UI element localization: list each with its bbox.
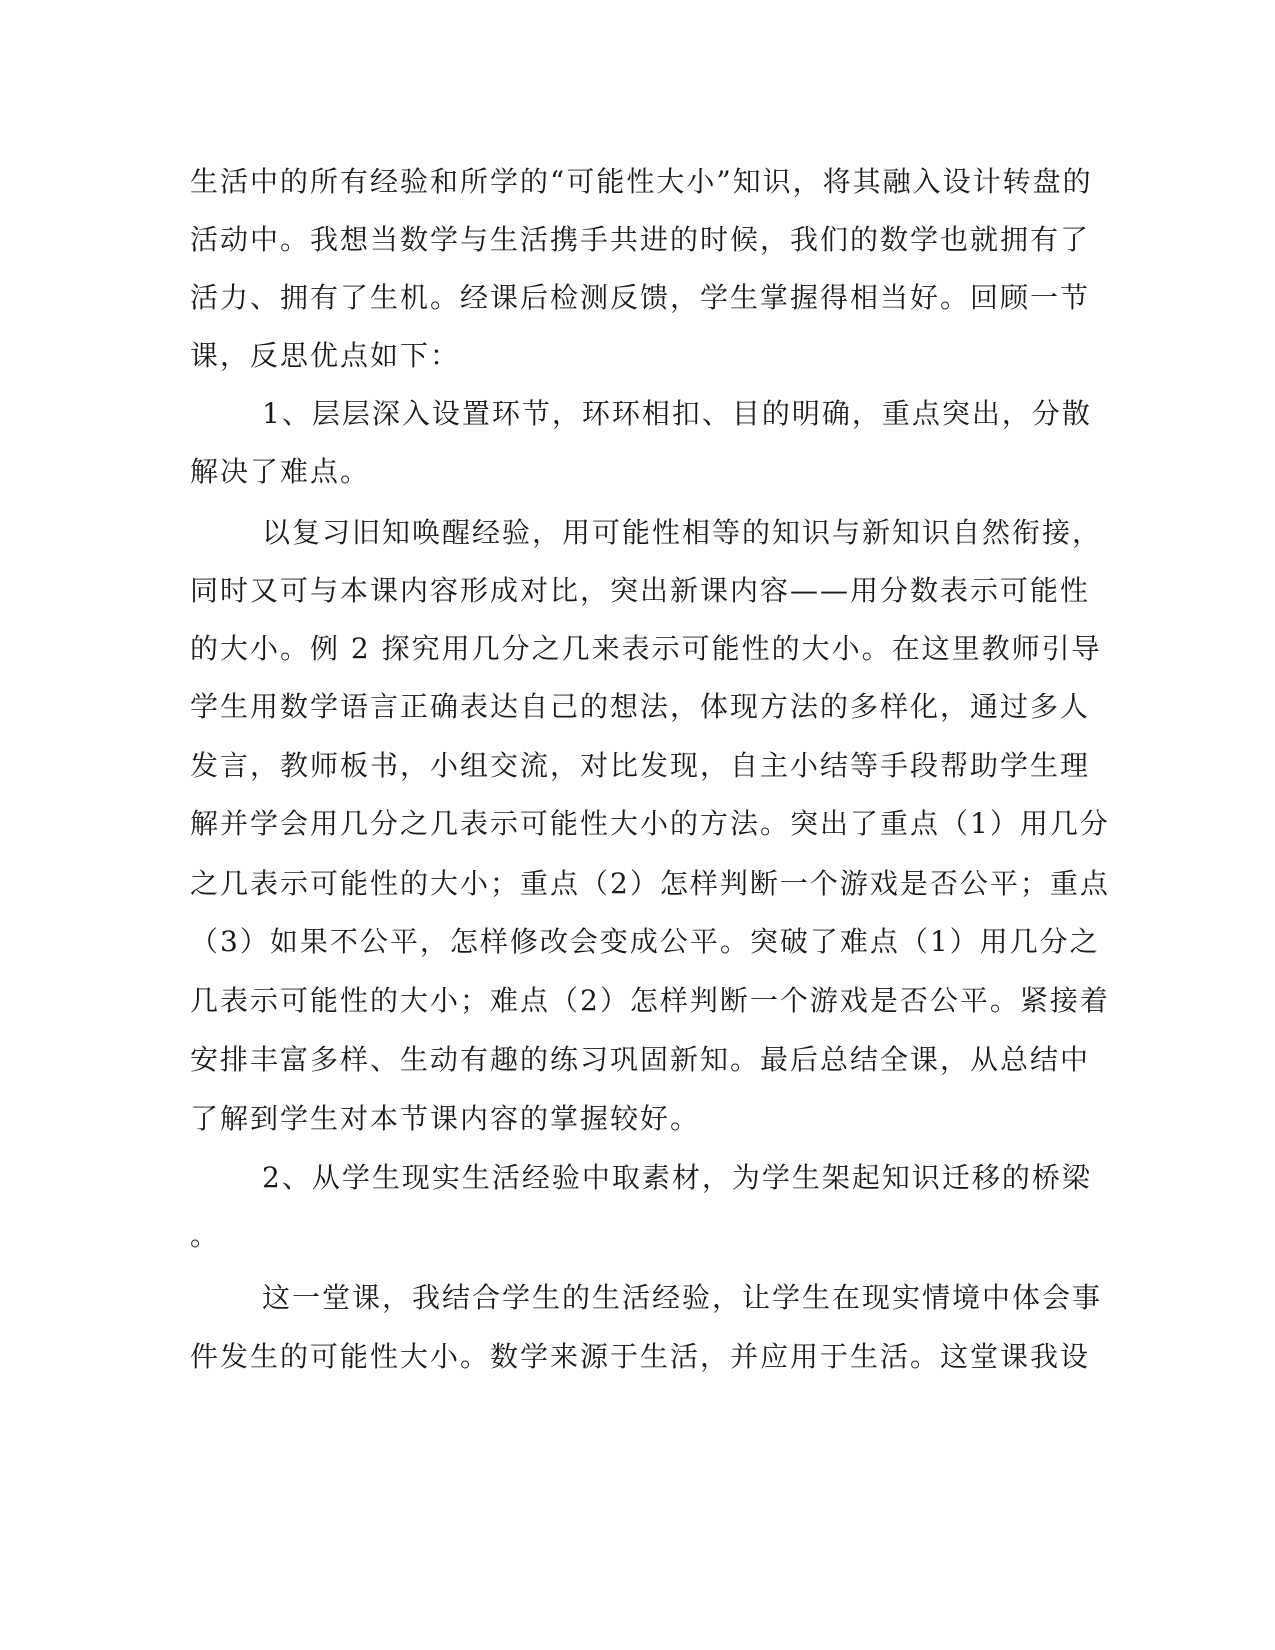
text-line: 解决了难点。 [190, 455, 371, 488]
text-line: 这一堂课，我结合学生的生活经验，让学生在现实情境中体会事 [262, 1281, 1103, 1314]
text-line: 1、层层深入设置环节，环环相扣、目的明确，重点突出，分散 [262, 397, 1092, 430]
text-line: 活动中。我想当数学与生活携手共进的时候，我们的数学也就拥有了 [190, 223, 1091, 256]
text-line: 件发生的可能性大小。数学来源于生活，并应用于生活。这堂课我设 [190, 1340, 1091, 1373]
text-line: 2、从学生现实生活经验中取素材，为学生架起知识迁移的桥梁 [262, 1161, 1092, 1194]
text-line: 学生用数学语言正确表达自己的想法，体现方法的多样化，通过多人 [190, 690, 1091, 723]
text-line: 解并学会用几分之几表示可能性大小的方法。突出了重点（1）用几分 [190, 807, 1110, 840]
text-line: 几表示可能性的大小；难点（2）怎样判断一个游戏是否公平。紧接着 [190, 984, 1110, 1017]
text-line: 生活中的所有经验和所学的“可能性大小”知识，将其融入设计转盘的 [190, 165, 1093, 198]
text-line: （3）如果不公平，怎样修改会变成公平。突破了难点（1）用几分之 [190, 925, 1100, 958]
text-line: 以复习旧知唤醒经验，用可能性相等的知识与新知识自然衔接， [262, 516, 1103, 549]
text-line: 发言，教师板书，小组交流，对比发现，自主小结等手段帮助学生理 [190, 749, 1091, 782]
text-line: 同时又可与本课内容形成对比，突出新课内容——用分数表示可能性 [190, 574, 1091, 607]
text-line: 的大小。例 2 探究用几分之几来表示可能性的大小。在这里教师引导 [190, 632, 1102, 665]
text-line: 。 [190, 1219, 221, 1252]
text-line: 课，反思优点如下： [190, 339, 461, 372]
text-line: 了解到学生对本节课内容的掌握较好。 [190, 1102, 701, 1135]
text-line: 安排丰富多样、生动有趣的练习巩固新知。最后总结全课，从总结中 [190, 1043, 1091, 1076]
text-line: 活力、拥有了生机。经课后检测反馈，学生掌握得相当好。回顾一节 [190, 281, 1091, 314]
text-line: 之几表示可能性的大小；重点（2）怎样判断一个游戏是否公平；重点 [190, 867, 1110, 900]
